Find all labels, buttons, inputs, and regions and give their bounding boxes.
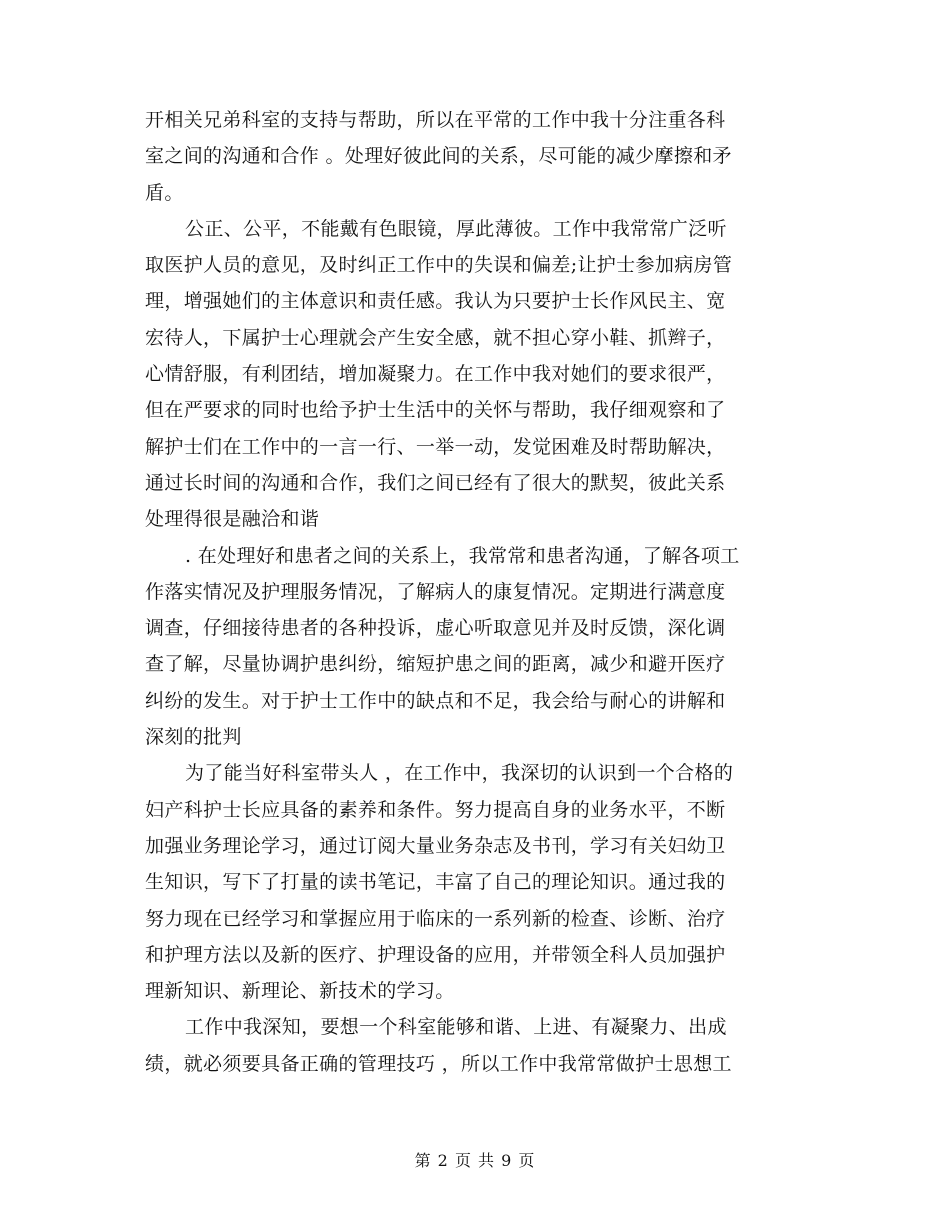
text-line: 盾。 [145, 181, 184, 204]
text-line: 妇产科护士长应具备的素养和条件。努力提高自身的业务水平，不断 [145, 798, 726, 821]
page-footer: 第 2 页 共 9 页 [414, 1151, 536, 1170]
text-line: 绩，就必须要具备正确的管理技巧 ，所以工作中我常常做护士思想工 [145, 1052, 732, 1075]
paragraph [145, 211, 810, 538]
text-line: 加强业务理论学习，通过订阅大量业务杂志及书刊，学习有关妇幼卫 [145, 834, 726, 857]
text-line: 解护士们在工作中的一言一行、一举一动，发觉困难及时帮助解决， [145, 435, 726, 458]
document-body [145, 102, 810, 1082]
text-line: 取医护人员的意见，及时纠正工作中的失误和偏差;让护士参加病房管 [145, 254, 733, 277]
paragraph [145, 1009, 810, 1082]
text-line: 通过长时间的沟通和合作，我们之间已经有了很大的默契，彼此关系 [145, 471, 726, 494]
text-line: 处理得很是融洽和谐 [145, 508, 320, 531]
text-line: 深刻的批判 [145, 726, 242, 749]
text-line: 心情舒服，有利团结，增加凝聚力。在工作中我对她们的要求很严， [145, 363, 726, 386]
paragraph [145, 755, 810, 1009]
text-line: 宏待人，下属护士心理就会产生安全感，就不担心穿小鞋、抓辫子， [145, 326, 726, 349]
text-line: 努力现在已经学习和掌握应用于临床的一系列新的检查、诊断、治疗 [145, 907, 726, 930]
text-line: 理新知识、新理论、新技术的学习。 [145, 980, 455, 1003]
paragraph [145, 102, 810, 211]
text-line: 公正、公平，不能戴有色眼镜，厚此薄彼。工作中我常常广泛听 [185, 217, 727, 240]
text-line: 开相关兄弟科室的支持与帮助，所以在平常的工作中我十分注重各科 [145, 109, 726, 131]
text-line: 纠纷的发生。对于护士工作中的缺点和不足，我会给与耐心的讲解和 [145, 689, 726, 712]
paragraph [145, 538, 810, 756]
text-line: . 在处理好和患者之间的关系上，我常常和患者沟通，了解各项工 [185, 544, 740, 567]
text-line: 生知识，写下了打量的读书笔记，丰富了自己的理论知识。通过我的 [145, 871, 726, 894]
text-line: 工作中我深知，要想一个科室能够和谐、上进、有凝聚力、出成 [185, 1016, 727, 1039]
text-line: 查了解，尽量协调护患纠纷，缩短护患之间的距离，减少和避开医疗 [145, 653, 726, 676]
text-line: 但在严要求的同时也给予护士生活中的关怀与帮助，我仔细观察和了 [145, 399, 726, 422]
text-line: 和护理方法以及新的医疗、护理设备的应用，并带领全科人员加强护 [145, 943, 726, 966]
text-line: 室之间的沟通和合作 。处理好彼此间的关系，尽可能的减少摩擦和矛 [145, 145, 732, 168]
text-line: 理，增强她们的主体意识和责任感。我认为只要护士长作风民主、宽 [145, 290, 726, 313]
text-line: 调查，仔细接待患者的各种投诉，虚心听取意见并及时反馈，深化调 [145, 617, 726, 640]
text-line: 为了能当好科室带头人 ，在工作中，我深切的认识到一个合格的 [185, 762, 734, 785]
text-line: 作落实情况及护理服务情况，了解病人的康复情况。定期进行满意度 [145, 580, 726, 603]
